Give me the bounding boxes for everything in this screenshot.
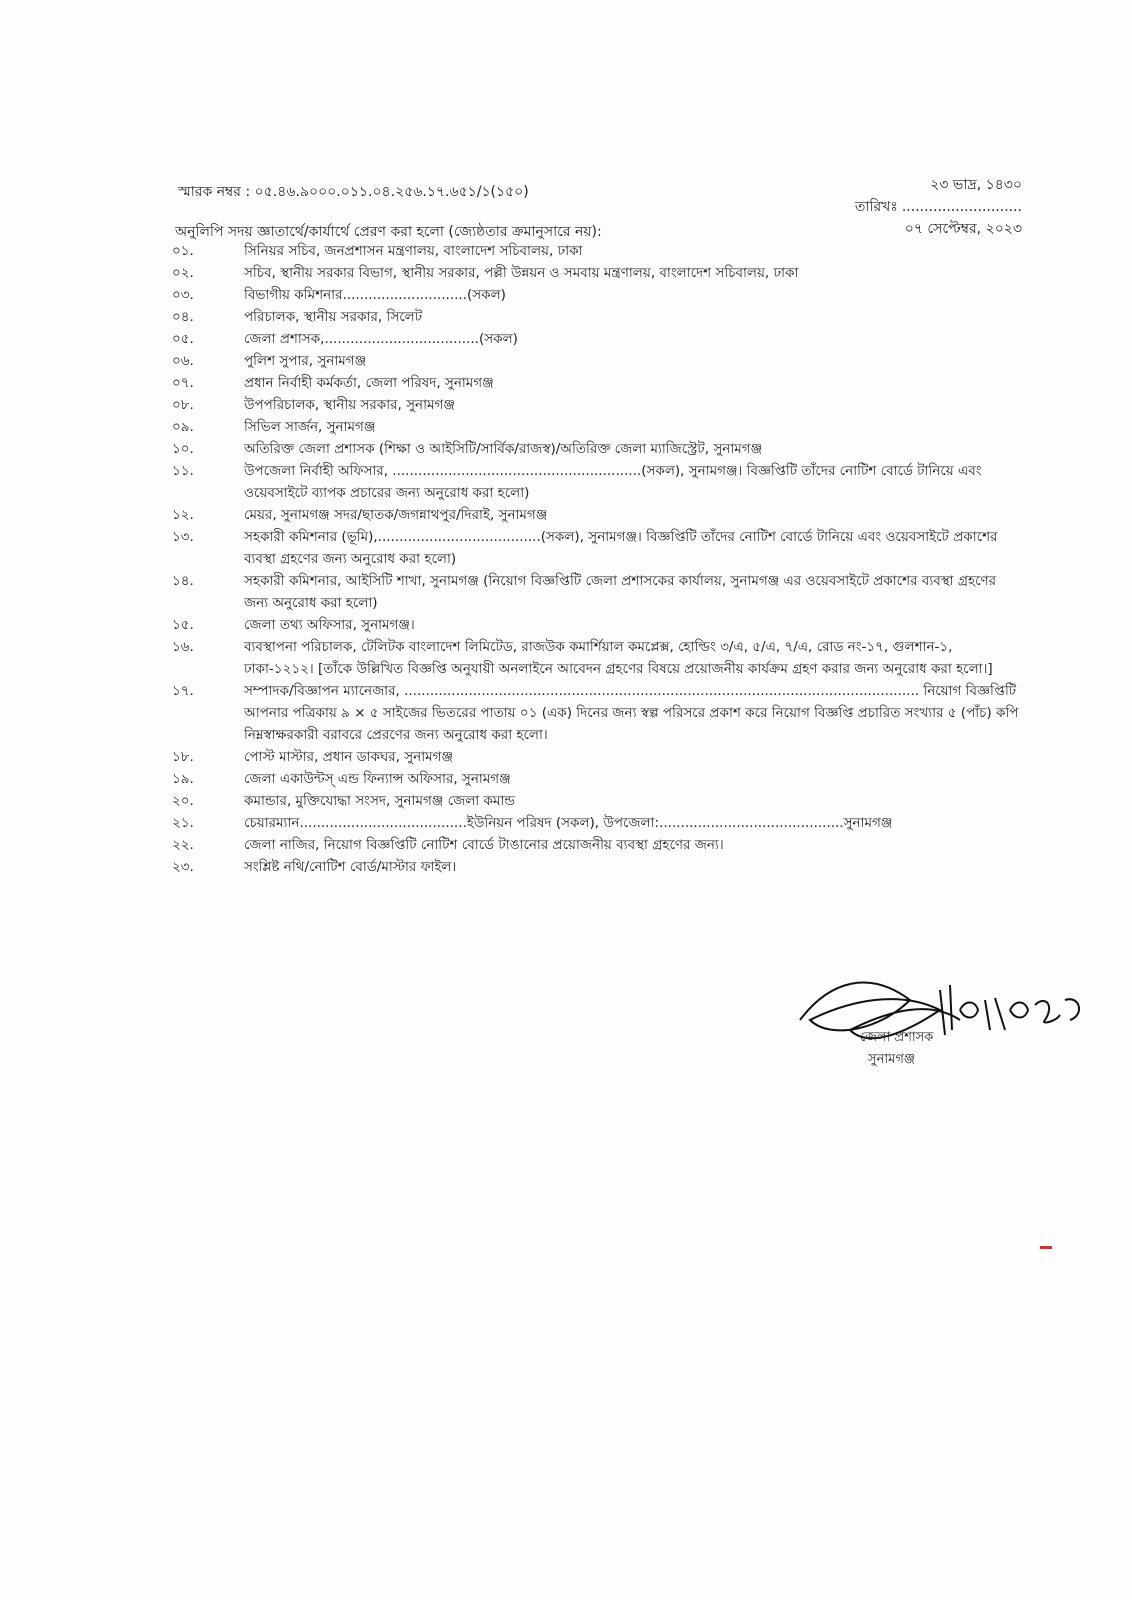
item-number: ০৮. <box>172 397 194 413</box>
item-text: জেলা একাউন্টস্ এন্ড ফিন্যান্স অফিসার, সুনামগঞ্জ <box>244 771 511 787</box>
item-text: অতিরিক্ত জেলা প্রশাসক (শিক্ষা ও আইসিটি/সার্বিক/রাজস্ব)/অতিরিক্ত জেলা ম্যাজিস্ট্রেট, সুনামগঞ্জ <box>244 441 763 457</box>
item-text: সহকারী কমিশনার (ভূমি),......................................(সকল), সুনামগঞ্জ। বিজ্ঞপ্তিটি তাঁদের নোটিশ বোর্ডে টানিয়ে এবং ওয়েবসাইটে প্রকাশের ব্যবস্থা গ্রহণের জন্য অনুরোধ করা হলো) <box>244 529 998 567</box>
distribution-item <box>160 790 1020 812</box>
item-text: জেলা তথ্য অফিসার, সুনামগঞ্জ। <box>244 617 415 633</box>
item-text: পুলিশ সুপার, সুনামগঞ্জ <box>244 353 367 369</box>
scan-mark <box>1040 1246 1052 1249</box>
item-text: সিনিয়র সচিব, জনপ্রশাসন মন্ত্রণালয়, বাংলাদেশ সচিবালয়, ঢাকা <box>244 243 583 259</box>
signature-image <box>790 960 1090 1060</box>
item-text: সচিব, স্থানীয় সরকার বিভাগ, স্থানীয় সরকার, পল্লী উন্নয়ন ও সমবায় মন্ত্রণালয়, বাংলাদেশ সচিবালয়, ঢাকা <box>244 265 799 281</box>
item-number: ১৮. <box>172 749 194 765</box>
item-text: উপপরিচালক, স্থানীয় সরকার, সুনামগঞ্জ <box>244 397 455 413</box>
item-text: জেলা প্রশাসক,....................................(সকল) <box>244 331 518 347</box>
distribution-item <box>160 372 1020 394</box>
distribution-item <box>160 284 1020 306</box>
distribution-list <box>160 240 1020 878</box>
item-number: ১০. <box>172 441 194 457</box>
item-number: ০১. <box>172 243 194 259</box>
item-text: সম্পাদক/বিজ্ঞাপন ম্যানেজার, ........................................................................................................................ নিয়োগ বিজ্ঞপ্তিটি আপনার পত্রিকায় ৯ × ৫ সাইজের ভিতরের পাতায় ০১ (এক) দিনের জন্য স্বল্প পরিসরে প্রকাশ করে নিয়োগ বিজ্ঞপ্তি প্রচারিত সংখ্যার ৫ (পাঁচ) কপি নিম্নস্বাক্ষরকারী বরাবরে প্রেরণের জন্য অনুরোধ করা হলো। <box>244 683 1019 743</box>
date-dots: ........................... <box>901 199 1022 215</box>
item-number: ১৪. <box>172 573 194 589</box>
item-number: ০৩. <box>172 287 194 303</box>
distribution-item <box>160 570 1020 614</box>
item-number: ০৯. <box>172 419 194 435</box>
item-number: ১৭. <box>172 683 194 699</box>
item-text: সংশ্লিষ্ট নথি/নোটিশ বোর্ড/মাস্টার ফাইল। <box>244 859 457 875</box>
item-text: পরিচালক, স্থানীয় সরকার, সিলেট <box>244 309 423 325</box>
distribution-item <box>160 394 1020 416</box>
item-number: ১৬. <box>172 639 194 655</box>
item-number: ০৫. <box>172 331 194 347</box>
date-label: তারিখঃ <box>854 199 898 215</box>
date-label-row <box>855 196 1022 218</box>
item-text: সিভিল সার্জন, সুনামগঞ্জ <box>244 419 376 435</box>
distribution-item <box>160 856 1020 878</box>
distribution-item <box>160 438 1020 460</box>
item-number: ০২. <box>172 265 194 281</box>
item-number: ১৯. <box>172 771 194 787</box>
item-text: জেলা নাজির, নিয়োগ বিজ্ঞপ্তিটি নোটিশ বোর্ডে টাঙানোর প্রয়োজনীয় ব্যবস্থা গ্রহণের জন্য। <box>244 837 724 853</box>
item-number: ১১. <box>172 463 194 479</box>
distribution-item <box>160 306 1020 328</box>
item-number: ২২. <box>172 837 194 853</box>
item-number: ০৬. <box>172 353 194 369</box>
distribution-item <box>160 240 1020 262</box>
signatory-place: সুনামগঞ্জ <box>868 1052 915 1067</box>
item-text: উপজেলা নির্বাহী অফিসার, ..........................................................(সকল), সুনামগঞ্জ। বিজ্ঞপ্তিটি তাঁদের নোটিশ বোর্ডে টানিয়ে এবং ওয়েবসাইটে ব্যাপক প্রচারের জন্য অনুরোধ করা হলো) <box>244 463 982 501</box>
item-text: ব্যবস্থাপনা পরিচালক, টেলিটক বাংলাদেশ লিমিটেড, রাজউক কমার্শিয়াল কমপ্লেক্স, হোল্ডিং ৩/এ, ৫/এ, ৭/এ, রোড নং-১৭, গুলশান-১, ঢাকা-১২১২। [তাঁকে উল্লিখিত বিজ্ঞপ্তি অনুযায়ী অনলাইনে আবেদন গ্রহণের বিষয়ে প্রয়োজনীয় কার্যক্রম গ্রহণ করার জন্য অনুরোধ করা হলো।] <box>244 639 993 677</box>
item-text: কমান্ডার, মুক্তিযোদ্ধা সংসদ, সুনামগঞ্জ জেলা কমান্ড <box>244 793 516 809</box>
distribution-item <box>160 746 1020 768</box>
distribution-item <box>160 680 1020 746</box>
distribution-item <box>160 768 1020 790</box>
item-number: ১৫. <box>172 617 194 633</box>
item-text: সহকারী কমিশনার, আইসিটি শাখা, সুনামগঞ্জ (নিয়োগ বিজ্ঞপ্তিটি জেলা প্রশাসকের কার্যালয়, সুনামগঞ্জ এর ওয়েবসাইটে প্রকাশের ব্যবস্থা গ্রহণের জন্য অনুরোধ করা হলো) <box>244 573 997 611</box>
distribution-item <box>160 416 1020 438</box>
distribution-item <box>160 262 1020 284</box>
date-block <box>855 174 1022 240</box>
memo-number: স্মারক নম্বর : ০৫.৪৬.৯০০০.০১১.০৪.২৫৬.১৭.৬৫১/১(১৫০) <box>178 184 529 200</box>
distribution-item <box>160 350 1020 372</box>
distribution-item <box>160 614 1020 636</box>
item-number: ২০. <box>172 793 194 809</box>
item-text: মেয়র, সুনামগঞ্জ সদর/ছাতক/জগন্নাথপুর/দিরাই, সুনামগঞ্জ <box>244 507 548 523</box>
item-text: বিভাগীয় কমিশনার.............................(সকল) <box>244 287 506 303</box>
distribution-item <box>160 812 1020 834</box>
signatory-office: জেলা প্রশাসক <box>860 1030 934 1045</box>
distribution-item <box>160 328 1020 350</box>
item-text: প্রধান নির্বাহী কর্মকর্তা, জেলা পরিষদ, সুনামগঞ্জ <box>244 375 494 391</box>
distribution-intro: অনুলিপি সদয় জ্ঞাতার্থে/কার্যার্থে প্রেরণ করা হলো (জ্যেষ্ঠতার ক্রমানুসারে নয়): <box>175 224 602 240</box>
item-number: ২৩. <box>172 859 194 875</box>
distribution-item <box>160 460 1020 504</box>
distribution-item <box>160 504 1020 526</box>
distribution-item <box>160 636 1020 680</box>
item-number: ০৭. <box>172 375 194 391</box>
item-number: ১২. <box>172 507 194 523</box>
item-number: ১৩. <box>172 529 194 545</box>
item-number: ০৪. <box>172 309 194 325</box>
item-text: চেয়ারম্যান.......................................ইউনিয়ন পরিষদ (সকল), উপজেলা:...........................................সুনামগঞ্জ <box>244 815 893 831</box>
date-gregorian: ০৭ সেপ্টেম্বর, ২০২৩ <box>904 221 1022 237</box>
distribution-item <box>160 834 1020 856</box>
item-number: ২১. <box>172 815 194 831</box>
date-bengali: ২৩ ভাদ্র, ১৪৩০ <box>930 177 1022 193</box>
distribution-item <box>160 526 1020 570</box>
item-text: পোস্ট মাস্টার, প্রধান ডাকঘর, সুনামগঞ্জ <box>244 749 454 765</box>
